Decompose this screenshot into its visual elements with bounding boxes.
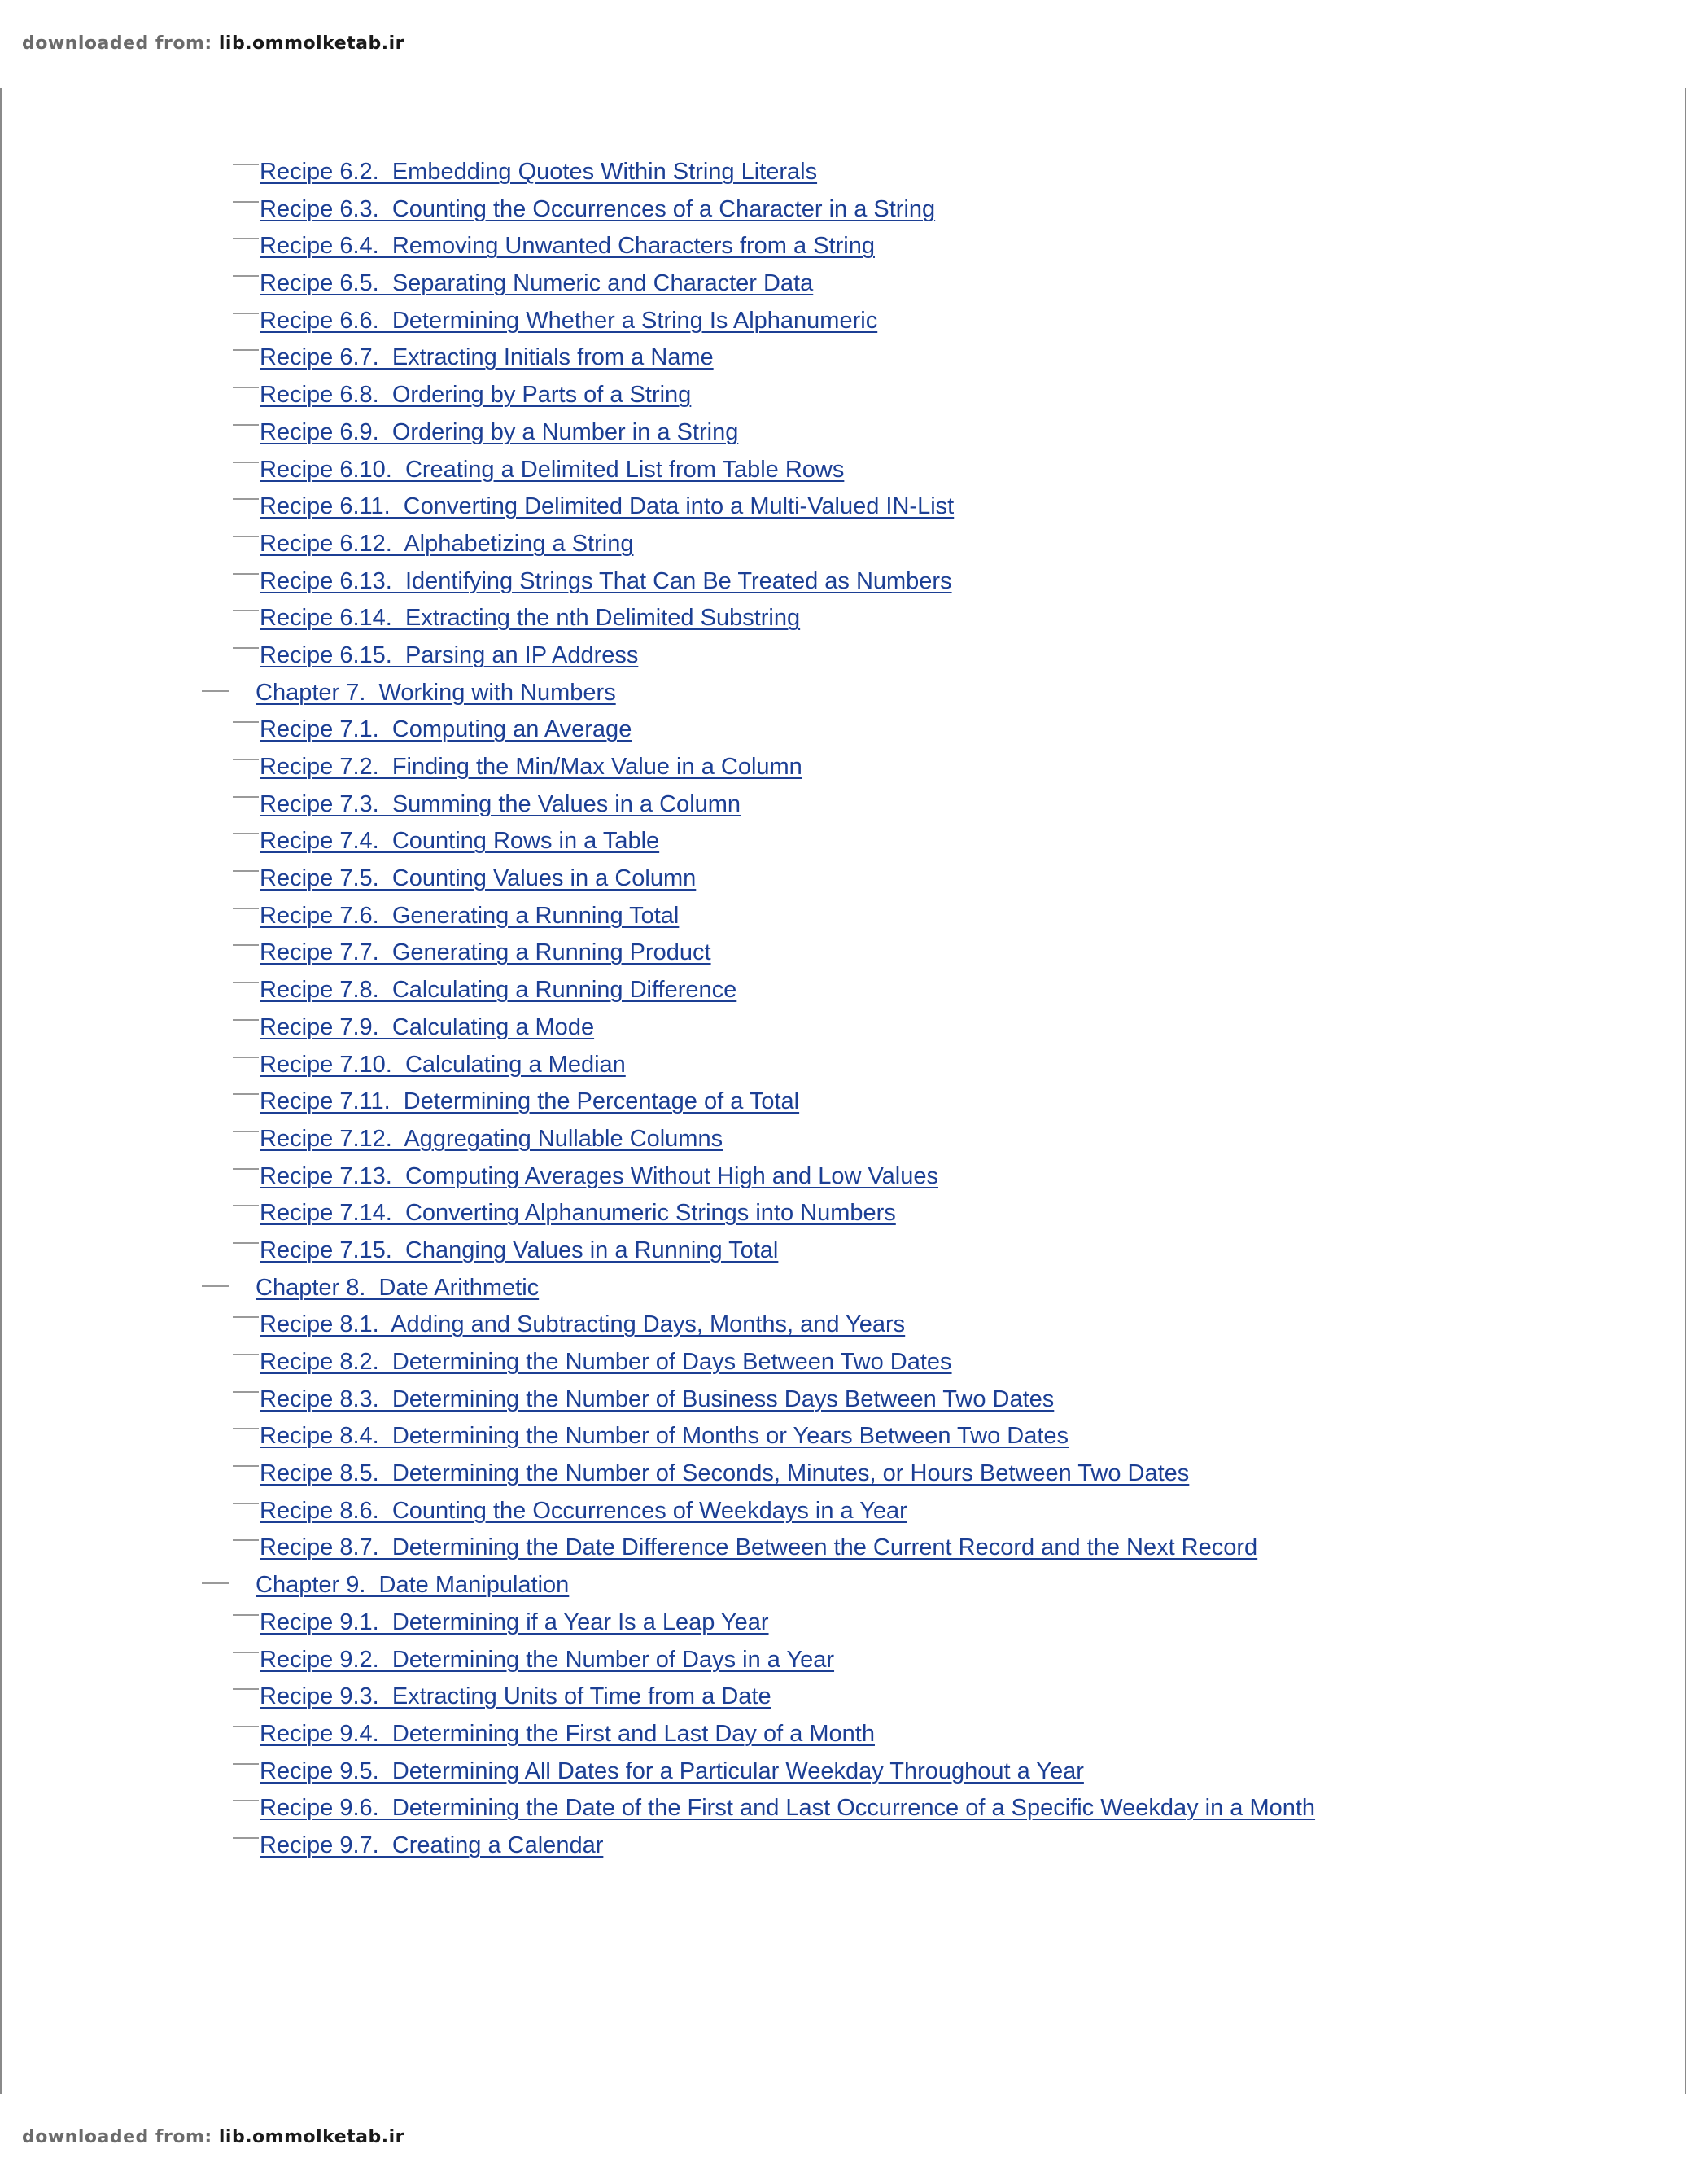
toc-recipe-item bbox=[0, 1012, 1687, 1049]
tree-connector-line bbox=[233, 498, 259, 500]
toc-recipe-item bbox=[0, 379, 1687, 417]
recipe-link[interactable]: Recipe 7.9. Calculating a Mode bbox=[260, 1013, 595, 1040]
recipe-link[interactable]: Recipe 6.9. Ordering by a Number in a String bbox=[260, 418, 739, 445]
toc-recipe-item bbox=[0, 194, 1687, 231]
tree-connector-line bbox=[233, 424, 259, 426]
recipe-link[interactable]: Recipe 8.6. Counting the Occurrences of Weekdays in a Year bbox=[260, 1497, 907, 1524]
toc-recipe-item bbox=[0, 1532, 1687, 1569]
toc-recipe-item bbox=[0, 1420, 1687, 1458]
tree-connector-line bbox=[233, 759, 259, 760]
recipe-link[interactable]: Recipe 6.14. Extracting the nth Delimited Substring bbox=[260, 605, 801, 632]
recipe-link[interactable]: Recipe 6.11. Converting Delimited Data into a Multi-Valued IN-List bbox=[260, 493, 955, 520]
tree-connector-line bbox=[233, 647, 259, 649]
toc-recipe-item bbox=[0, 1495, 1687, 1533]
footer-watermark-label: downloaded from: bbox=[22, 2127, 212, 2147]
tree-connector-line bbox=[233, 1428, 259, 1429]
recipe-link[interactable]: Recipe 8.1. Adding and Subtracting Days, Months, and Years bbox=[260, 1311, 906, 1338]
toc-recipe-item bbox=[0, 1718, 1687, 1756]
tree-connector-line bbox=[233, 1465, 259, 1467]
toc-recipe-item bbox=[0, 230, 1687, 268]
recipe-link[interactable]: Recipe 6.2. Embedding Quotes Within String Literals bbox=[260, 159, 818, 185]
tree-connector-line bbox=[233, 1726, 259, 1727]
toc-recipe-item bbox=[0, 566, 1687, 603]
toc-recipe-item bbox=[0, 417, 1687, 454]
tree-connector-line bbox=[233, 1688, 259, 1690]
chapter-link[interactable]: Chapter 7. Working with Numbers bbox=[256, 679, 616, 706]
tree-connector-line bbox=[233, 796, 259, 798]
recipe-link[interactable]: Recipe 9.7. Creating a Calendar bbox=[260, 1832, 604, 1858]
tree-connector-line bbox=[233, 1205, 259, 1206]
recipe-link[interactable]: Recipe 7.4. Counting Rows in a Table bbox=[260, 828, 660, 855]
recipe-link[interactable]: Recipe 6.10. Creating a Delimited List from Table Rows bbox=[260, 456, 845, 483]
recipe-link[interactable]: Recipe 6.12. Alphabetizing a String bbox=[260, 530, 634, 557]
toc-recipe-item bbox=[0, 1123, 1687, 1161]
toc-recipe-item bbox=[0, 1197, 1687, 1235]
recipe-link[interactable]: Recipe 6.5. Separating Numeric and Character Data bbox=[260, 270, 814, 297]
tree-connector-line bbox=[233, 1168, 259, 1170]
tree-connector-line bbox=[233, 1763, 259, 1765]
toc-recipe-item bbox=[0, 1756, 1687, 1793]
header-watermark-label: downloaded from: bbox=[22, 33, 212, 54]
tree-connector-line bbox=[202, 1582, 229, 1584]
recipe-link[interactable]: Recipe 8.2. Determining the Number of Days Between Two Dates bbox=[260, 1349, 952, 1375]
recipe-link[interactable]: Recipe 7.10. Calculating a Median bbox=[260, 1051, 626, 1078]
tree-connector-line bbox=[202, 1285, 229, 1287]
table-of-contents bbox=[0, 156, 1687, 1867]
footer-watermark bbox=[22, 2127, 404, 2147]
recipe-link[interactable]: Recipe 7.7. Generating a Running Product bbox=[260, 939, 711, 966]
tree-connector-line bbox=[233, 721, 259, 723]
recipe-link[interactable]: Recipe 6.15. Parsing an IP Address bbox=[260, 641, 639, 668]
tree-connector-line bbox=[233, 164, 259, 165]
recipe-link[interactable]: Recipe 8.7. Determining the Date Difference Between the Current Record and the Next Record bbox=[260, 1534, 1258, 1561]
toc-recipe-item bbox=[0, 1792, 1687, 1830]
tree-connector-line bbox=[233, 1837, 259, 1839]
recipe-link[interactable]: Recipe 6.7. Extracting Initials from a Name bbox=[260, 344, 714, 371]
recipe-link[interactable]: Recipe 6.8. Ordering by Parts of a String bbox=[260, 382, 692, 409]
recipe-link[interactable]: Recipe 6.3. Counting the Occurrences of a Character in a String bbox=[260, 195, 936, 222]
toc-recipe-item bbox=[0, 825, 1687, 863]
tree-connector-line bbox=[233, 1131, 259, 1132]
tree-connector-line bbox=[233, 573, 259, 575]
chapter-link[interactable]: Chapter 9. Date Manipulation bbox=[256, 1572, 570, 1599]
recipe-link[interactable]: Recipe 7.2. Finding the Min/Max Value in a Column bbox=[260, 754, 802, 780]
recipe-link[interactable]: Recipe 9.5. Determining All Dates for a Particular Weekday Throughout a Year bbox=[260, 1757, 1084, 1784]
recipe-link[interactable]: Recipe 9.2. Determining the Number of Days in a Year bbox=[260, 1646, 835, 1673]
tree-connector-line bbox=[233, 1503, 259, 1504]
tree-connector-line bbox=[233, 275, 259, 277]
toc-recipe-item bbox=[0, 491, 1687, 528]
tree-connector-line bbox=[233, 313, 259, 314]
recipe-link[interactable]: Recipe 8.5. Determining the Number of Seconds, Minutes, or Hours Between Two Dates bbox=[260, 1460, 1190, 1487]
recipe-link[interactable]: Recipe 7.6. Generating a Running Total bbox=[260, 902, 680, 929]
tree-connector-line bbox=[233, 908, 259, 909]
toc-recipe-item bbox=[0, 1681, 1687, 1718]
toc-chapter-item bbox=[0, 1569, 1687, 1607]
tree-connector-line bbox=[233, 1391, 259, 1393]
toc-recipe-item bbox=[0, 714, 1687, 751]
tree-connector-line bbox=[233, 238, 259, 239]
tree-connector-line bbox=[202, 690, 229, 692]
toc-recipe-item bbox=[0, 305, 1687, 343]
recipe-link[interactable]: Recipe 9.3. Extracting Units of Time from a Date bbox=[260, 1683, 771, 1710]
recipe-link[interactable]: Recipe 9.1. Determining if a Year Is a Leap Year bbox=[260, 1608, 769, 1635]
toc-recipe-item bbox=[0, 937, 1687, 974]
tree-connector-line bbox=[233, 349, 259, 351]
toc-recipe-item bbox=[0, 1235, 1687, 1272]
header-watermark-site: lib.ommolketab.ir bbox=[218, 33, 404, 54]
tree-connector-line bbox=[233, 462, 259, 463]
tree-connector-line bbox=[233, 1652, 259, 1653]
toc-recipe-item bbox=[0, 1161, 1687, 1198]
chapter-link[interactable]: Chapter 8. Date Arithmetic bbox=[256, 1274, 540, 1301]
tree-connector-line bbox=[233, 201, 259, 203]
tree-connector-line bbox=[233, 1093, 259, 1095]
toc-recipe-item bbox=[0, 268, 1687, 305]
recipe-link[interactable]: Recipe 7.5. Counting Values in a Column bbox=[260, 865, 697, 892]
toc-recipe-item bbox=[0, 1346, 1687, 1384]
tree-connector-line bbox=[233, 387, 259, 388]
toc-recipe-item bbox=[0, 156, 1687, 194]
toc-recipe-item bbox=[0, 528, 1687, 566]
recipe-link[interactable]: Recipe 7.12. Aggregating Nullable Columns bbox=[260, 1125, 723, 1152]
recipe-link[interactable]: Recipe 7.8. Calculating a Running Difference bbox=[260, 977, 737, 1004]
toc-recipe-item bbox=[0, 1086, 1687, 1123]
tree-connector-line bbox=[233, 1800, 259, 1801]
tree-connector-line bbox=[233, 536, 259, 537]
toc-recipe-item bbox=[0, 1644, 1687, 1682]
tree-connector-line bbox=[233, 610, 259, 611]
toc-recipe-item bbox=[0, 640, 1687, 677]
toc-recipe-item bbox=[0, 1049, 1687, 1087]
toc-recipe-item bbox=[0, 751, 1687, 789]
tree-connector-line bbox=[233, 1316, 259, 1318]
toc-recipe-item bbox=[0, 1384, 1687, 1421]
tree-connector-line bbox=[233, 833, 259, 834]
toc-recipe-item bbox=[0, 1830, 1687, 1867]
recipe-link[interactable]: Recipe 9.6. Determining the Date of the First and Last Occurrence of a Specific Weekday in a Month bbox=[260, 1795, 1316, 1822]
tree-connector-line bbox=[233, 1614, 259, 1616]
footer-watermark-site: lib.ommolketab.ir bbox=[218, 2127, 404, 2147]
recipe-link[interactable]: Recipe 7.13. Computing Averages Without High and Low Values bbox=[260, 1162, 938, 1189]
recipe-link[interactable]: Recipe 6.13. Identifying Strings That Can Be Treated as Numbers bbox=[260, 567, 952, 594]
toc-chapter-item bbox=[0, 677, 1687, 715]
recipe-link[interactable]: Recipe 7.11. Determining the Percentage of a Total bbox=[260, 1088, 800, 1115]
toc-recipe-item bbox=[0, 1458, 1687, 1495]
recipe-link[interactable]: Recipe 6.6. Determining Whether a String Is Alphanumeric bbox=[260, 307, 878, 334]
toc-recipe-item bbox=[0, 454, 1687, 492]
recipe-link[interactable]: Recipe 7.3. Summing the Values in a Column bbox=[260, 790, 741, 817]
tree-connector-line bbox=[233, 1057, 259, 1058]
recipe-link[interactable]: Recipe 8.4. Determining the Number of Months or Years Between Two Dates bbox=[260, 1423, 1069, 1450]
tree-connector-line bbox=[233, 1019, 259, 1021]
toc-recipe-item bbox=[0, 900, 1687, 938]
recipe-link[interactable]: Recipe 7.14. Converting Alphanumeric Strings into Numbers bbox=[260, 1200, 896, 1227]
tree-connector-line bbox=[233, 870, 259, 872]
tree-connector-line bbox=[233, 944, 259, 946]
tree-connector-line bbox=[233, 1354, 259, 1355]
toc-recipe-item bbox=[0, 1309, 1687, 1346]
toc-recipe-item bbox=[0, 789, 1687, 826]
recipe-link[interactable]: Recipe 7.1. Computing an Average bbox=[260, 716, 632, 743]
toc-recipe-item bbox=[0, 974, 1687, 1012]
recipe-link[interactable]: Recipe 8.3. Determining the Number of Business Days Between Two Dates bbox=[260, 1385, 1055, 1412]
toc-recipe-item bbox=[0, 863, 1687, 900]
recipe-link[interactable]: Recipe 6.4. Removing Unwanted Characters from a String bbox=[260, 233, 875, 260]
toc-recipe-item bbox=[0, 602, 1687, 640]
toc-chapter-item bbox=[0, 1272, 1687, 1310]
tree-connector-line bbox=[233, 1539, 259, 1541]
tree-connector-line bbox=[233, 1242, 259, 1244]
toc-recipe-item bbox=[0, 1607, 1687, 1644]
recipe-link[interactable]: Recipe 9.4. Determining the First and Last Day of a Month bbox=[260, 1720, 875, 1747]
recipe-link[interactable]: Recipe 7.15. Changing Values in a Running Total bbox=[260, 1236, 779, 1263]
header-watermark bbox=[22, 33, 404, 54]
tree-connector-line bbox=[233, 982, 259, 983]
toc-recipe-item bbox=[0, 342, 1687, 379]
